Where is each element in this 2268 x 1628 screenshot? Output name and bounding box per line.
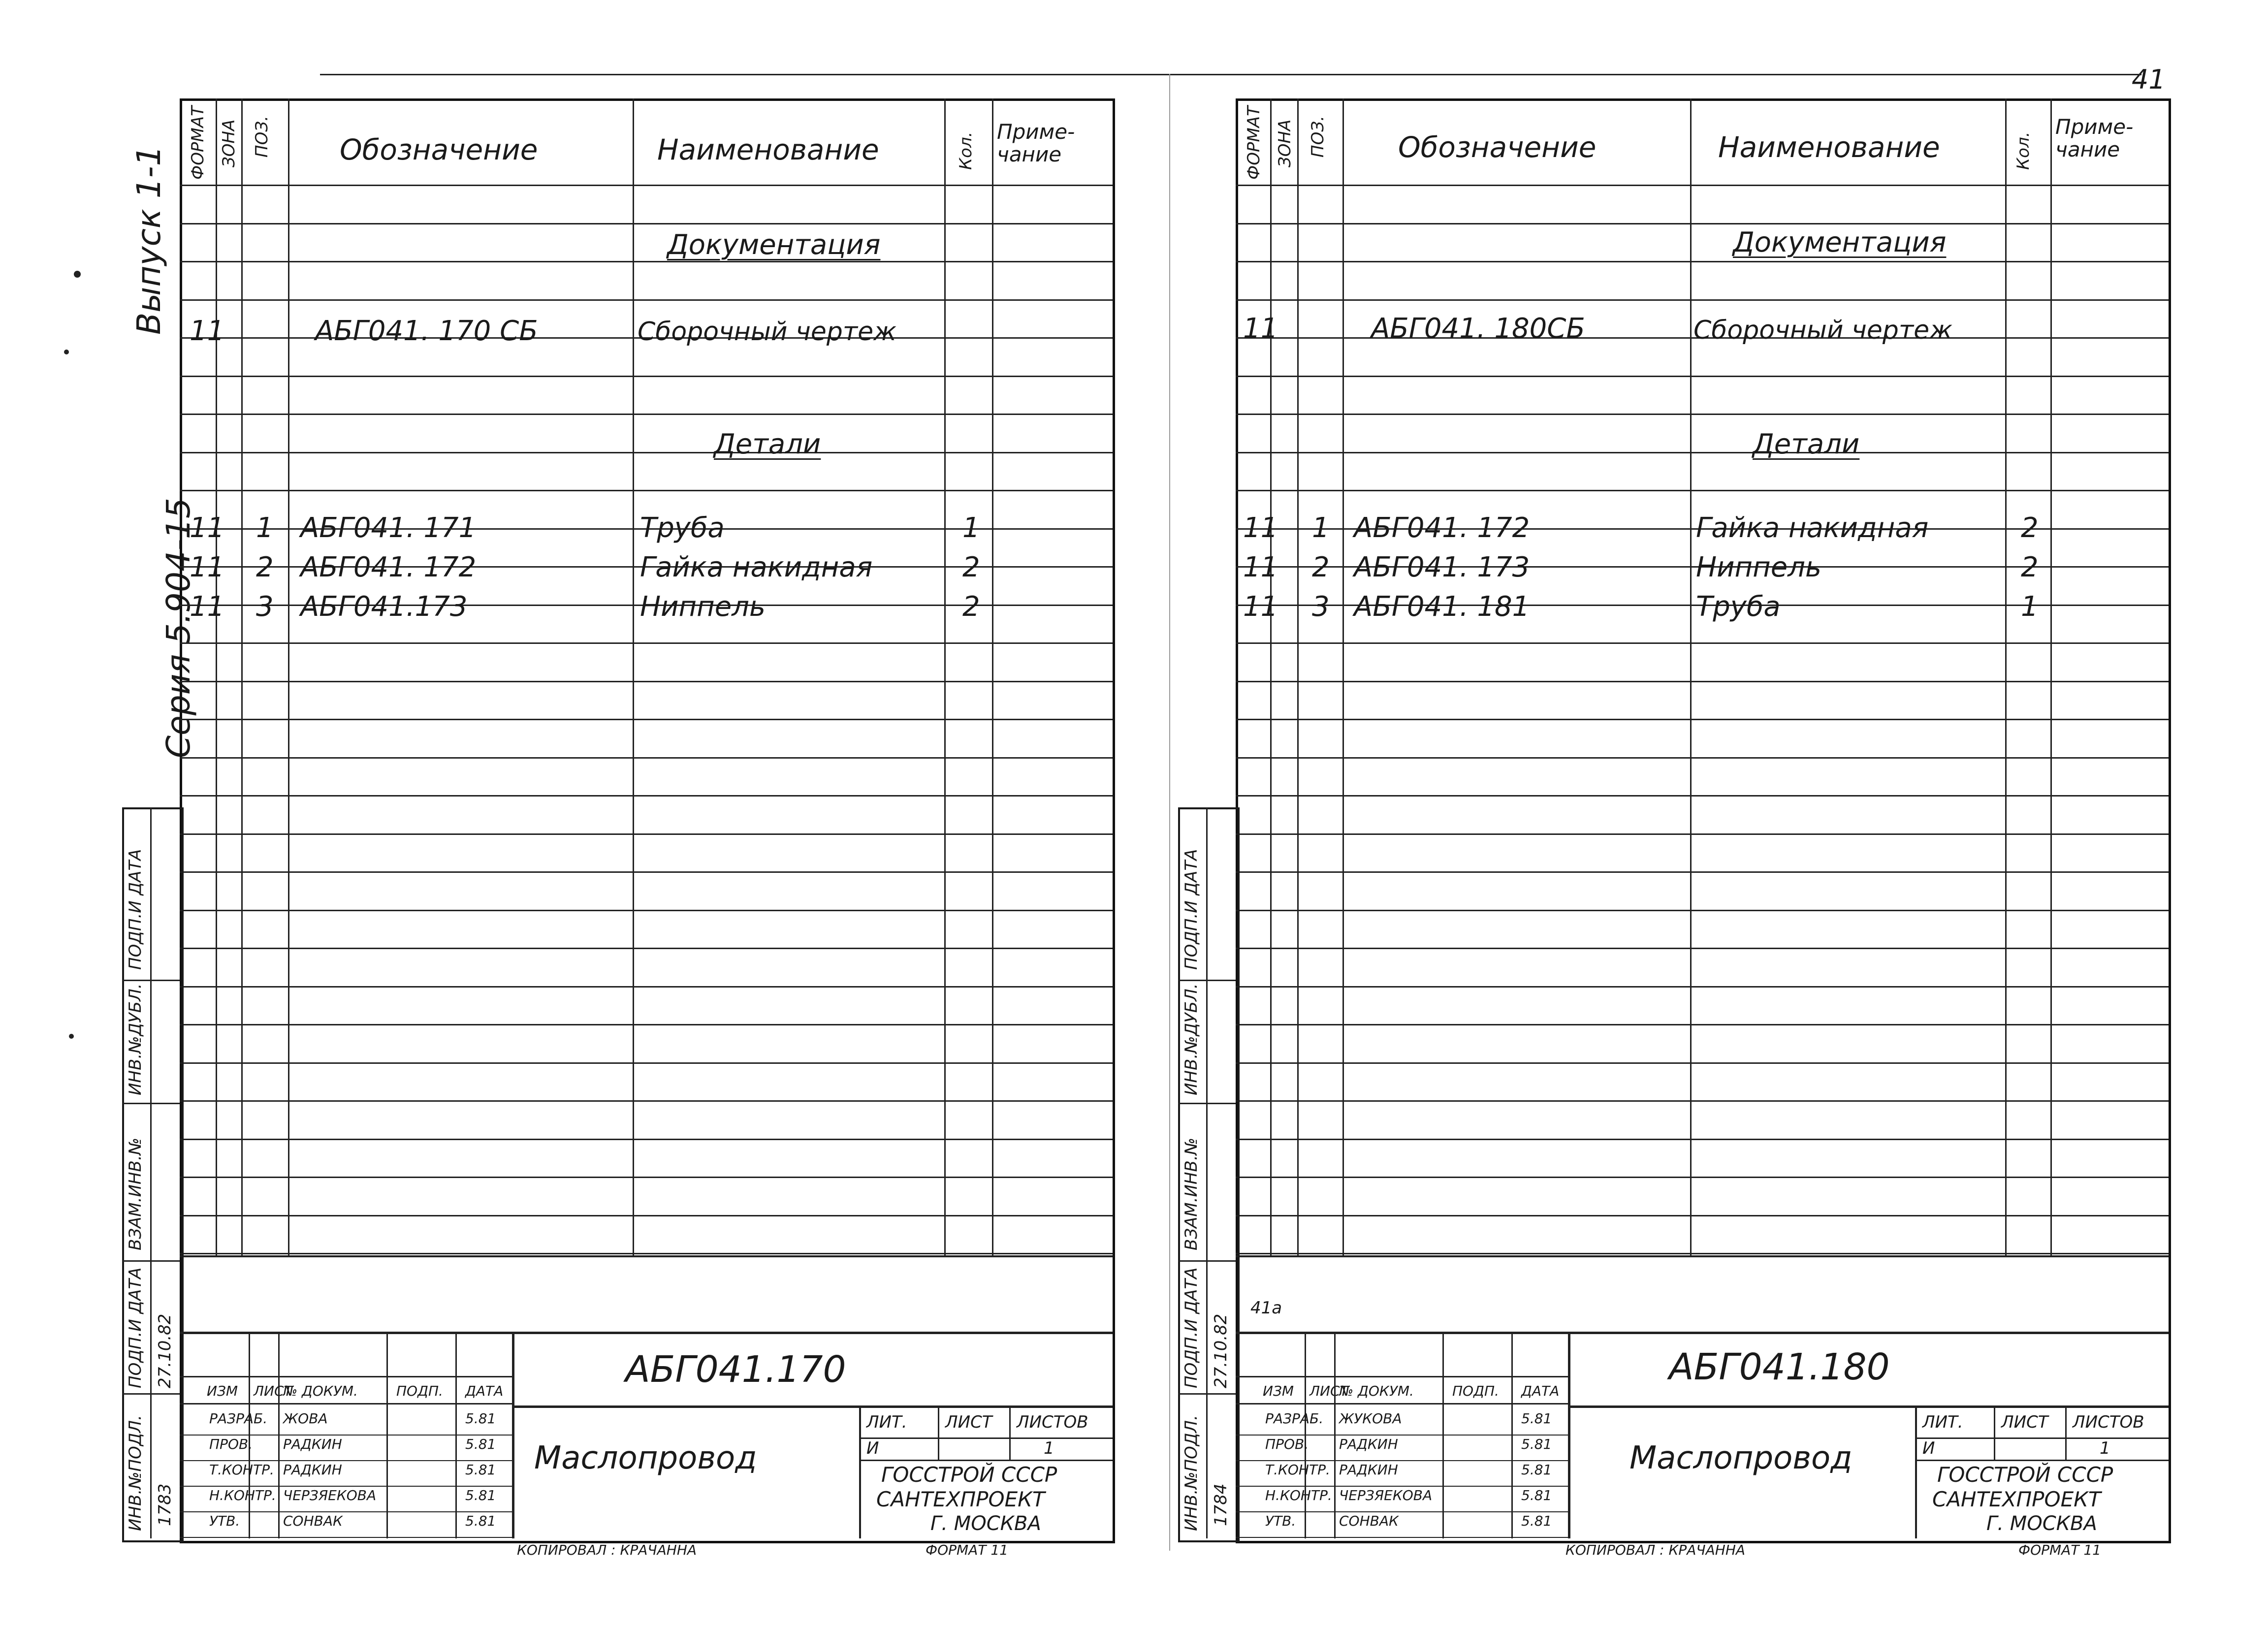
table-row-line	[1236, 871, 2169, 873]
right-tb-lit-div1	[1994, 1405, 1995, 1460]
right-side-label-vzam: ВЗАМ.ИНВ.№	[1182, 1137, 1201, 1250]
left-tb-colhdr: № ДОКУМ.	[283, 1383, 358, 1399]
left-side-cut1	[122, 980, 180, 981]
right-tb-colhdr: ИЗМ	[1263, 1383, 1294, 1399]
left-tb-org-top2	[859, 1460, 1113, 1461]
right-detail-format: 11	[1243, 551, 1278, 583]
table-row-line	[1236, 1215, 2169, 1216]
right-hdr-zona: ЗОНА	[1275, 119, 1295, 167]
right-tb-person: ЖУКОВА	[1339, 1410, 1402, 1427]
right-tb-date: 5.81	[1521, 1436, 1552, 1452]
table-row-line	[180, 490, 1113, 491]
left-tb-lit-div2	[1009, 1405, 1011, 1460]
right-col-poz	[1342, 98, 1344, 1255]
right-tb-person: РАДКИН	[1339, 1436, 1398, 1452]
right-tb-grid	[1236, 1537, 1568, 1538]
right-section-documentation: Документация	[1733, 226, 1947, 258]
page-number: 41	[2132, 64, 2166, 95]
scan-dot	[69, 1034, 74, 1039]
table-row-line	[180, 1253, 1113, 1254]
table-row-line	[1236, 642, 2169, 644]
right-side-inv: 1784	[1211, 1483, 1231, 1526]
table-row-line	[180, 986, 1113, 988]
table-row-line	[1236, 719, 2169, 720]
left-col-zona	[241, 98, 243, 1255]
left-tb-grid	[180, 1537, 512, 1538]
left-col-format	[216, 98, 217, 1255]
left-tb-role: ПРОВ.	[209, 1436, 253, 1452]
left-tb-org-3: Г. МОСКВА	[930, 1512, 1041, 1535]
right-tb-role: Н.КОНТР.	[1265, 1487, 1332, 1503]
right-tb-grid	[1236, 1376, 1568, 1377]
right-tb-sheets: 1	[2100, 1438, 2110, 1458]
right-detail-name: Ниппель	[1696, 551, 1821, 583]
left-detail-format: 11	[190, 591, 225, 623]
table-row-line	[1236, 414, 2169, 415]
right-tb-colhdr: ПОДП.	[1452, 1383, 1499, 1399]
table-row-line	[180, 910, 1113, 911]
right-tb-grid	[1236, 1486, 1568, 1487]
right-hdr-primechanie: Приме- чание	[2055, 115, 2134, 162]
table-row-line	[180, 414, 1113, 415]
left-detail-name: Ниппель	[640, 591, 766, 623]
table-row-line	[180, 719, 1113, 720]
right-tb-grid	[1236, 1511, 1568, 1512]
left-tb-person: РАДКИН	[283, 1436, 342, 1452]
right-side-label-inv: ИНВ.№ПОДЛ.	[1182, 1415, 1201, 1531]
left-tb-colhdr: ИЗМ	[207, 1383, 238, 1399]
left-side-label-podp2: ПОДП.И ДАТА	[126, 1267, 145, 1388]
right-col-kol	[2050, 98, 2052, 1255]
left-assembly-name: Сборочный чертеж	[638, 317, 896, 347]
table-row-line	[180, 1139, 1113, 1140]
left-tb-role: УТВ.	[209, 1513, 240, 1529]
left-assembly-designation: АБГ041. 170 СБ	[315, 315, 538, 347]
table-row-line	[1236, 299, 2169, 301]
left-col-kol	[992, 98, 993, 1255]
right-assembly-name: Сборочный чертеж	[1693, 316, 1952, 345]
right-detail-name: Гайка накидная	[1696, 512, 1929, 544]
table-row-line	[180, 185, 1113, 186]
left-tb-grid	[180, 1460, 512, 1461]
right-side-label-podp2: ПОДП.И ДАТА	[1182, 1267, 1201, 1388]
right-tb-date: 5.81	[1521, 1462, 1552, 1478]
right-tb-lit: И	[1922, 1438, 1935, 1458]
left-tb-colhdr: ПОДП.	[396, 1383, 443, 1399]
left-tb-mid	[512, 1405, 1113, 1408]
table-row-line	[1236, 452, 2169, 453]
left-tb-listov-hdr: ЛИСТОВ	[1017, 1412, 1088, 1432]
left-detail-designation: АБГ041. 171	[300, 512, 477, 544]
right-tb-lit-hdr: ЛИТ.	[1922, 1412, 1963, 1432]
left-tb-date: 5.81	[465, 1436, 496, 1452]
table-row-line	[1236, 1062, 2169, 1064]
table-row-line	[180, 1024, 1113, 1025]
right-tb-role: ПРОВ.	[1265, 1436, 1309, 1452]
left-detail-poz: 1	[256, 512, 274, 544]
left-tb-grid	[180, 1376, 512, 1377]
left-tb-role: Т.КОНТР.	[209, 1462, 274, 1478]
right-tb-grid	[1236, 1435, 1568, 1436]
right-tb-org-3: Г. МОСКВА	[1986, 1512, 2097, 1535]
left-tb-org-top	[859, 1437, 1113, 1439]
left-tb-grid	[180, 1435, 512, 1436]
right-detail-designation: АБГ041. 173	[1354, 551, 1530, 583]
right-detail-format: 11	[1243, 591, 1278, 623]
table-row-line	[1236, 185, 2169, 186]
left-side-label-vzam: ВЗАМ.ИНВ.№	[126, 1137, 145, 1250]
right-assembly-designation: АБГ041. 180СБ	[1371, 313, 1585, 345]
series-vypusk: Выпуск 1-1	[130, 145, 168, 335]
left-tb-role: Н.КОНТР.	[209, 1487, 276, 1503]
right-footer-format: ФОРМАТ 11	[2018, 1542, 2101, 1558]
table-row-line	[1236, 1024, 2169, 1025]
left-detail-format: 11	[190, 512, 225, 544]
right-tb-date: 5.81	[1521, 1410, 1552, 1427]
left-hdr-zona: ЗОНА	[219, 119, 239, 167]
left-col-oboz	[633, 98, 634, 1255]
right-side-cut3	[1178, 1260, 1236, 1262]
left-tb-person: ЖОВА	[283, 1410, 328, 1427]
table-row-line	[1236, 1100, 2169, 1102]
table-row-line	[1236, 986, 2169, 988]
left-tb-colhdr: ЛИСТ	[254, 1383, 292, 1399]
left-tb-grid	[180, 1511, 512, 1512]
right-col-oboz	[1690, 98, 1692, 1255]
table-row-line	[180, 1215, 1113, 1216]
left-side-date: 27.10.82	[155, 1313, 175, 1388]
right-tb-org-top	[1915, 1437, 2169, 1439]
table-row-line	[1236, 1139, 2169, 1140]
series-seria: Серия 5.904-15	[160, 498, 197, 758]
left-tb-lit-div1	[938, 1405, 939, 1460]
table-row-line	[180, 681, 1113, 682]
left-tb-date: 5.81	[465, 1462, 496, 1478]
right-tb-person: СОНВАК	[1339, 1513, 1399, 1529]
right-side-cut2	[1178, 1103, 1236, 1104]
left-detail-name: Гайка накидная	[640, 551, 873, 583]
left-tb-org-div	[859, 1405, 861, 1538]
right-side-cut1	[1178, 980, 1236, 981]
right-hdr-naimenovanie: Наименование	[1718, 130, 1940, 164]
left-tb-divider	[512, 1332, 514, 1538]
left-tb-lit-hdr: ЛИТ.	[866, 1412, 907, 1432]
left-tb-grid	[180, 1403, 512, 1405]
left-hdr-oboznachenie: Обозначение	[340, 133, 538, 166]
right-tb-grid	[1236, 1403, 1568, 1405]
right-detail-designation: АБГ041. 181	[1354, 591, 1530, 623]
right-detail-qty: 2	[2021, 551, 2039, 583]
right-detail-name: Труба	[1696, 591, 1781, 623]
right-hdr-oboznachenie: Обозначение	[1398, 130, 1597, 164]
table-row-line	[180, 261, 1113, 262]
right-tb-person: ЧЕРЗЯЕКОВА	[1339, 1487, 1433, 1503]
right-footer-copy: КОПИРОВАЛ : КРАЧАННА	[1565, 1542, 1746, 1558]
right-tb-title: Маслопровод	[1629, 1440, 1853, 1476]
right-tb-code: АБГ041.180	[1669, 1346, 1890, 1388]
left-hdr-poz: ПОЗ.	[252, 116, 272, 158]
left-detail-poz: 2	[256, 551, 274, 583]
left-side-cut3	[122, 1260, 180, 1262]
right-col-naim	[2005, 98, 2007, 1255]
left-tb-person: ЧЕРЗЯЕКОВА	[283, 1487, 377, 1503]
table-row-line	[180, 642, 1113, 644]
left-tb-role: РАЗРАБ.	[209, 1410, 268, 1427]
table-row-line	[1236, 681, 2169, 682]
left-hdr-kol: Кол.	[956, 131, 976, 170]
table-row-line	[180, 833, 1113, 835]
table-row-line	[1236, 1253, 2169, 1254]
right-tb-list-hdr: ЛИСТ	[2001, 1412, 2048, 1432]
left-tb-date: 5.81	[465, 1410, 496, 1427]
left-tb-org-1: ГОССТРОЙ СССР	[881, 1463, 1057, 1487]
left-side-label-podp: ПОДП.И ДАТА	[126, 849, 145, 970]
right-tb-role: Т.КОНТР.	[1265, 1462, 1330, 1478]
left-tb-code: АБГ041.170	[625, 1348, 846, 1391]
right-side-label-dubl: ИНВ.№ДУБЛ.	[1182, 983, 1201, 1095]
right-tb-grid	[1236, 1460, 1568, 1461]
left-detail-designation: АБГ041. 172	[300, 551, 477, 583]
right-side-divider	[1206, 807, 1208, 1538]
left-tb-list-hdr: ЛИСТ	[945, 1412, 992, 1432]
right-note: 41а	[1250, 1298, 1282, 1318]
top-border	[320, 74, 2141, 75]
right-col-zona	[1297, 98, 1299, 1255]
table-row-line	[180, 948, 1113, 949]
table-bottom-line	[1236, 1255, 2169, 1257]
left-tb-person: РАДКИН	[283, 1462, 342, 1478]
table-row-line	[180, 376, 1113, 377]
right-tb-date: 5.81	[1521, 1487, 1552, 1503]
right-side-label-podp: ПОДП.И ДАТА	[1182, 849, 1201, 970]
right-tb-colhdr: № ДОКУМ.	[1339, 1383, 1414, 1399]
table-row-line	[180, 1062, 1113, 1064]
table-row-line	[1236, 910, 2169, 911]
left-col-naim	[944, 98, 946, 1255]
right-detail-poz: 2	[1312, 551, 1330, 583]
left-side-inv: 1783	[155, 1483, 175, 1526]
table-row-line	[1236, 376, 2169, 377]
left-side-label-inv: ИНВ.№ПОДЛ.	[126, 1415, 145, 1531]
right-tb-role: УТВ.	[1265, 1513, 1296, 1529]
left-side-cut2	[122, 1103, 180, 1104]
left-detail-qty: 2	[962, 591, 980, 623]
right-section-details: Детали	[1753, 428, 1860, 460]
left-footer-copy: КОПИРОВАЛ : КРАЧАННА	[517, 1542, 697, 1558]
right-tb-org-1: ГОССТРОЙ СССР	[1937, 1463, 2113, 1487]
table-row-line	[1236, 948, 2169, 949]
left-section-details: Детали	[714, 428, 821, 460]
left-tb-date: 5.81	[465, 1513, 496, 1529]
table-row-line	[1236, 490, 2169, 491]
table-row-line	[180, 223, 1113, 224]
right-hdr-kol: Кол.	[2013, 131, 2033, 170]
left-hdr-format: ФОРМАТ	[188, 106, 208, 180]
right-side-date: 27.10.82	[1211, 1313, 1231, 1388]
table-row-line	[180, 795, 1113, 797]
table-row-line	[1236, 833, 2169, 835]
right-detail-qty: 1	[2021, 591, 2039, 623]
right-tb-org-top2	[1915, 1460, 2169, 1461]
right-tb-lit-div2	[2065, 1405, 2067, 1460]
scan-dot	[74, 271, 81, 278]
scan-dot	[64, 350, 69, 354]
left-detail-qty: 2	[962, 551, 980, 583]
left-tb-person: СОНВАК	[283, 1513, 343, 1529]
right-tb-person: РАДКИН	[1339, 1462, 1398, 1478]
table-row-line	[180, 452, 1113, 453]
right-tb-org-div	[1915, 1405, 1917, 1538]
right-col-format	[1270, 98, 1272, 1255]
right-tb-colhdr: ЛИСТ	[1310, 1383, 1348, 1399]
left-tb-colhdr: ДАТА	[465, 1383, 504, 1399]
left-side-cut4	[122, 1393, 180, 1395]
right-tb-colhdr: ДАТА	[1521, 1383, 1560, 1399]
right-tb-mid	[1568, 1405, 2169, 1408]
right-hdr-poz: ПОЗ.	[1308, 116, 1328, 158]
left-tb-date: 5.81	[465, 1487, 496, 1503]
right-tb-divider	[1568, 1332, 1570, 1538]
center-gutter	[1169, 74, 1170, 1551]
left-tb-sheets: 1	[1044, 1438, 1054, 1458]
table-row-line	[1236, 1177, 2169, 1178]
left-detail-name: Труба	[640, 512, 725, 544]
left-tb-lit: И	[866, 1438, 879, 1458]
left-section-documentation: Документация	[667, 229, 881, 261]
table-row-line	[1236, 757, 2169, 759]
left-detail-qty: 1	[962, 512, 980, 544]
left-hdr-primechanie: Приме- чание	[997, 120, 1075, 167]
right-tb-date: 5.81	[1521, 1513, 1552, 1529]
table-row-line	[180, 299, 1113, 301]
left-side-divider	[150, 807, 152, 1538]
right-assembly-format: 11	[1243, 313, 1278, 345]
left-detail-poz: 3	[256, 591, 274, 623]
right-hdr-format: ФОРМАТ	[1244, 106, 1264, 180]
right-detail-qty: 2	[2021, 512, 2039, 544]
left-hdr-naimenovanie: Наименование	[657, 133, 879, 166]
left-tb-org-2: САНТЕХПРОЕКТ	[876, 1487, 1045, 1511]
right-detail-poz: 3	[1312, 591, 1330, 623]
right-tb-org-2: САНТЕХПРОЕКТ	[1932, 1487, 2101, 1511]
left-detail-format: 11	[190, 551, 225, 583]
table-row-line	[1236, 795, 2169, 797]
right-tb-listov-hdr: ЛИСТОВ	[2073, 1412, 2144, 1432]
left-col-poz	[288, 98, 289, 1255]
right-tb-role: РАЗРАБ.	[1265, 1410, 1324, 1427]
left-footer-format: ФОРМАТ 11	[926, 1542, 1008, 1558]
table-row-line	[1236, 223, 2169, 224]
left-tb-top	[180, 1332, 1113, 1334]
left-assembly-format: 11	[190, 315, 225, 347]
right-side-cut4	[1178, 1393, 1236, 1395]
table-row-line	[1236, 261, 2169, 262]
left-side-label-dubl: ИНВ.№ДУБЛ.	[126, 983, 145, 1095]
left-detail-designation: АБГ041.173	[300, 591, 468, 623]
table-row-line	[180, 1100, 1113, 1102]
table-row-line	[180, 1177, 1113, 1178]
left-tb-title: Маслопровод	[534, 1440, 757, 1476]
right-detail-poz: 1	[1312, 512, 1330, 544]
table-row-line	[180, 757, 1113, 759]
table-bottom-line	[180, 1255, 1113, 1257]
left-tb-grid	[180, 1486, 512, 1487]
right-detail-format: 11	[1243, 512, 1278, 544]
right-detail-designation: АБГ041. 172	[1354, 512, 1530, 544]
right-tb-top	[1236, 1332, 2169, 1334]
table-row-line	[180, 871, 1113, 873]
